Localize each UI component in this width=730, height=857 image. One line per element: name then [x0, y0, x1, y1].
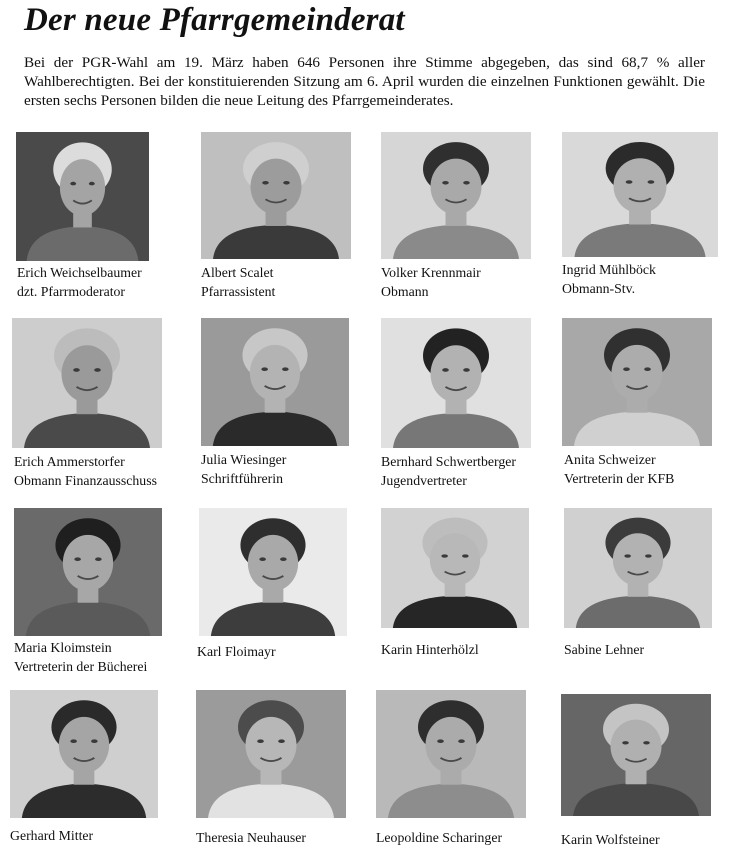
member-name: Leopoldine Scharinger — [376, 830, 503, 845]
portrait-eye — [463, 368, 470, 372]
portrait-image — [564, 508, 712, 628]
portrait-face — [426, 717, 477, 773]
portrait-image — [14, 508, 162, 636]
member-photo — [381, 318, 531, 448]
portrait-image — [199, 508, 347, 636]
intro-paragraph: Bei der PGR-Wahl am 19. März haben 646 Personen ihre Stimme abgegeben, das sind 68,7 % aller Wahlberechtigten. Bei der konstituierenden Sitzung am 6. April wurden die einzelnen Funktionen gewählt. Die ersten sechs Personen bilden die neue Leitung des Pfarrgemeinderates. — [24, 54, 705, 109]
member-photo — [16, 132, 149, 261]
portrait-eye — [278, 739, 285, 743]
portrait-image — [201, 318, 349, 446]
portrait-image — [12, 318, 162, 448]
member-caption — [381, 263, 481, 301]
member-name: Karl Floimayr — [197, 644, 276, 659]
portrait-face — [431, 159, 482, 215]
portrait-image — [381, 508, 529, 628]
member-name: Volker Krennmair — [381, 265, 481, 280]
portrait-eye — [441, 554, 448, 557]
portrait-eye — [442, 181, 449, 185]
member-role: dzt. Pfarrmoderator — [17, 284, 126, 299]
portrait-image — [562, 132, 718, 257]
member-name: Maria Kloimstein — [14, 640, 112, 655]
member-caption — [564, 450, 674, 488]
portrait-image — [16, 132, 149, 261]
member-caption — [17, 263, 142, 301]
portrait-eye — [624, 554, 631, 557]
member-name: Karin Wolfsteiner — [561, 832, 660, 847]
member-photo — [201, 318, 349, 446]
portrait-image — [196, 690, 346, 818]
portrait-eye — [626, 180, 633, 184]
portrait-image — [381, 132, 531, 259]
member-photo — [561, 694, 711, 816]
portrait-face — [431, 345, 482, 402]
member-caption — [381, 452, 516, 490]
member-caption — [376, 828, 502, 847]
portrait-image — [201, 132, 351, 259]
portrait-face — [246, 717, 297, 773]
member-role: Obmann — [381, 284, 429, 299]
member-photo — [12, 318, 162, 448]
member-caption — [14, 452, 157, 490]
member-role: Jugendvertreter — [381, 473, 467, 488]
portrait-face — [250, 345, 300, 401]
portrait-eye — [262, 181, 269, 185]
member-photo — [10, 690, 158, 818]
portrait-eye — [89, 182, 95, 186]
portrait-eye — [91, 739, 98, 743]
member-role: Schriftführerin — [201, 471, 283, 486]
portrait-face — [613, 158, 666, 213]
portrait-eye — [70, 182, 76, 186]
portrait-eye — [95, 557, 102, 561]
member-name: Karin Hinterhölzl — [381, 642, 479, 657]
member-caption — [197, 642, 276, 661]
portrait-eye — [442, 368, 449, 372]
portrait-face — [251, 159, 302, 215]
member-role: Pfarrassistent — [201, 284, 276, 299]
member-role: Obmann Finanzausschuss — [14, 473, 157, 488]
member-caption — [201, 263, 275, 301]
member-name: Bernhard Schwertberger — [381, 454, 516, 469]
portrait-eye — [73, 368, 80, 372]
portrait-eye — [623, 367, 630, 371]
member-name: Anita Schweizer — [564, 452, 656, 467]
portrait-eye — [647, 180, 654, 184]
member-caption — [381, 640, 479, 659]
member-photo — [564, 508, 712, 628]
portrait-eye — [280, 557, 287, 561]
portrait-eye — [644, 367, 651, 371]
portrait-face — [612, 345, 663, 401]
portrait-eye — [458, 739, 465, 743]
portrait-eye — [94, 368, 101, 372]
portrait-face — [60, 159, 105, 216]
portrait-eye — [283, 181, 290, 185]
portrait-eye — [622, 741, 629, 744]
member-photo — [376, 690, 526, 818]
member-caption — [196, 828, 306, 847]
member-caption — [201, 450, 286, 488]
member-name: Sabine Lehner — [564, 642, 645, 657]
member-caption — [561, 830, 660, 849]
member-photo — [199, 508, 347, 636]
portrait-face — [613, 533, 663, 586]
member-name: Ingrid Mühlböck — [562, 262, 656, 277]
member-caption — [562, 260, 656, 298]
portrait-face — [611, 720, 662, 774]
portrait-eye — [282, 367, 289, 371]
portrait-face — [59, 717, 109, 773]
member-role: Vertreterin der KFB — [564, 471, 675, 486]
portrait-eye — [70, 739, 77, 743]
member-caption — [14, 638, 147, 676]
member-name: Theresia Neuhauser — [196, 830, 306, 845]
portrait-image — [561, 694, 711, 816]
member-photo — [381, 132, 531, 259]
member-name: Albert Scalet — [201, 265, 274, 280]
member-photo — [14, 508, 162, 636]
member-photo — [196, 690, 346, 818]
member-photo — [381, 508, 529, 628]
member-role: Vertreterin der Bücherei — [14, 659, 148, 674]
portrait-eye — [257, 739, 264, 743]
portrait-eye — [437, 739, 444, 743]
portrait-image — [376, 690, 526, 818]
member-role: Obmann-Stv. — [562, 281, 636, 296]
member-caption — [10, 826, 93, 845]
member-photo — [562, 318, 712, 446]
portrait-eye — [74, 557, 81, 561]
portrait-eye — [462, 554, 469, 557]
portrait-eye — [261, 367, 268, 371]
portrait-eye — [645, 554, 652, 557]
portrait-image — [381, 318, 531, 448]
portrait-eye — [643, 741, 650, 744]
article-title: Der neue Pfarrgemeinderat — [24, 2, 405, 38]
portrait-eye — [463, 181, 470, 185]
member-name: Gerhard Mitter — [10, 828, 94, 843]
portrait-eye — [259, 557, 266, 561]
portrait-face — [430, 533, 480, 586]
portrait-face — [248, 535, 298, 591]
member-caption — [564, 640, 644, 659]
portrait-face — [62, 345, 113, 402]
member-name: Erich Ammerstorfer — [14, 454, 125, 469]
member-photo — [201, 132, 351, 259]
member-name: Erich Weichselbaumer — [17, 265, 142, 280]
portrait-image — [562, 318, 712, 446]
member-photo — [562, 132, 718, 257]
portrait-image — [10, 690, 158, 818]
member-name: Julia Wiesinger — [201, 452, 287, 467]
portrait-face — [63, 535, 113, 591]
